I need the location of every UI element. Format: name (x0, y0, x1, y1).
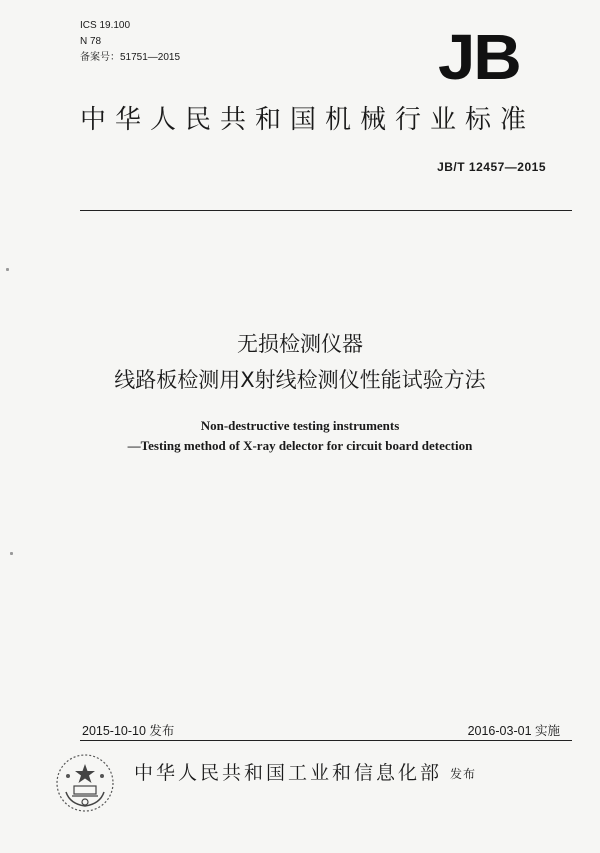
english-title-line-2: —Testing method of X-ray delector for circuit board detection (127, 438, 473, 453)
issuer-name: 中华人民共和国工业和信息化部 (134, 762, 443, 784)
publication-date: 2015-10-10 发布 (82, 724, 175, 738)
scan-speck (6, 268, 9, 271)
implementation-date: 2016-03-01 实施 (467, 724, 560, 738)
english-title-line-1: Non-destructive testing instruments (200, 418, 400, 433)
top-divider (80, 210, 572, 211)
issuer-suffix: 发布 (450, 766, 477, 781)
chinese-title-line-1: 无损检测仪器 (237, 332, 363, 356)
classification-block (80, 18, 180, 66)
scan-speck (10, 552, 13, 555)
ics-code: ICS 19.100 (80, 20, 131, 31)
standard-code: JB/T 12457—2015 (437, 160, 546, 174)
bottom-divider (80, 740, 572, 741)
chinese-title-line-2: 线路板检测用X射线检测仪性能试验方法 (114, 368, 486, 392)
jb-logo: JB (438, 21, 520, 93)
filing-number: 备案号：51751—2015 (80, 52, 181, 63)
standard-category-title: 中华人民共和国机械行业标准 (80, 105, 536, 135)
english-title (0, 416, 600, 456)
national-emblem-icon (54, 752, 116, 814)
chinese-title (0, 326, 600, 398)
ccs-code: N 78 (80, 36, 102, 47)
issuing-authority (134, 760, 476, 787)
